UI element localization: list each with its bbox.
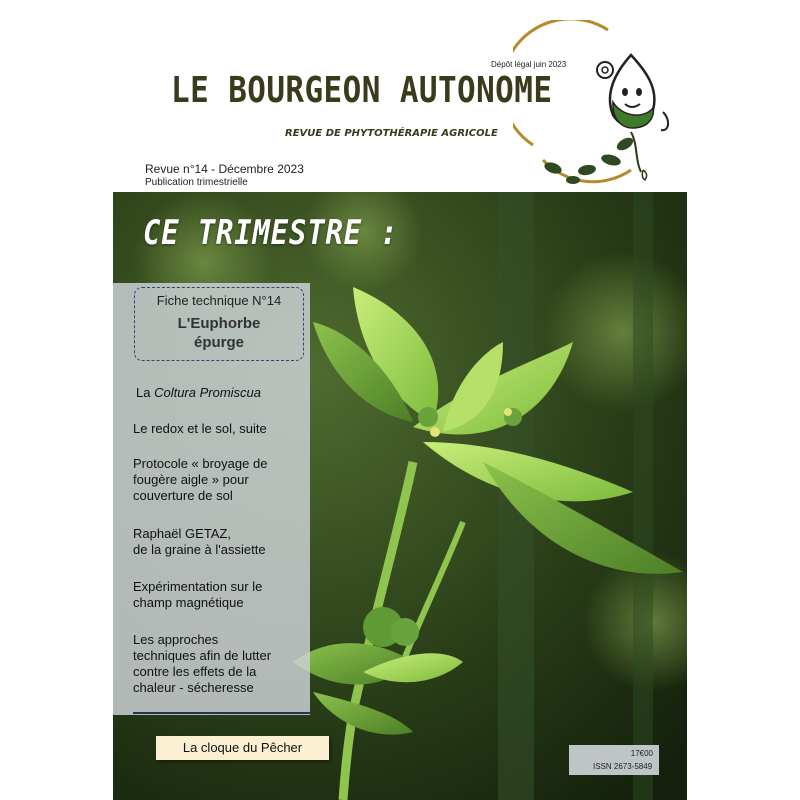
toc-item-approches [133,632,308,696]
feature-label: Fiche technique N°14 [156,293,282,308]
magazine-cover [113,0,687,800]
magazine-title: LE BOURGEON AUTONOME [171,70,553,111]
toc-line: contre les effets de la [133,664,257,679]
toc-item-redox: Le redox et le sol, suite [133,421,267,436]
toc-line: fougère aigle » pour [133,472,249,487]
toc-item-getaz [133,526,308,558]
section-heading: CE TRIMESTRE : [143,213,399,253]
magazine-subtitle: REVUE DE PHYTOTHÉRAPIE AGRICOLE [285,128,498,139]
toc-item-protocole [133,456,308,504]
toc-item-experimentation [133,579,308,611]
publication-frequency: Publication trimestrielle [145,177,248,188]
legal-deposit: Dépôt légal juin 2023 [491,60,567,69]
feature-tag: La cloque du Pêcher [156,736,329,760]
issue-number: Revue n°14 - Décembre 2023 [145,162,304,176]
feature-title-line2: épurge [193,334,244,351]
toc-line: champ magnétique [133,595,244,610]
toc-line: chaleur - sécheresse [133,680,254,695]
toc-line: Raphaël GETAZ, [133,526,232,541]
price-box [569,745,659,775]
toc-item-prefix: La [136,385,155,400]
toc-line: de la graine à l'assiette [133,542,266,557]
toc-item-coltura [136,385,311,401]
toc-item-italic: Coltura Promiscua [154,385,262,400]
vine-circle-icon [513,20,608,145]
issn: ISSN 2673-5849 [593,762,653,771]
price: 17€00 [630,749,653,758]
feature-box [134,287,304,361]
toc-line: Les approches [133,632,219,647]
toc-line: Protocole « broyage de [133,456,268,471]
toc-line: couverture de sol [133,488,233,503]
contents-divider [133,712,310,714]
feature-title-line1: L'Euphorbe [177,315,261,332]
toc-line: Expérimentation sur le [133,579,263,594]
toc-line: techniques afin de lutter [133,648,272,663]
mascot-bud-logo [513,20,673,185]
